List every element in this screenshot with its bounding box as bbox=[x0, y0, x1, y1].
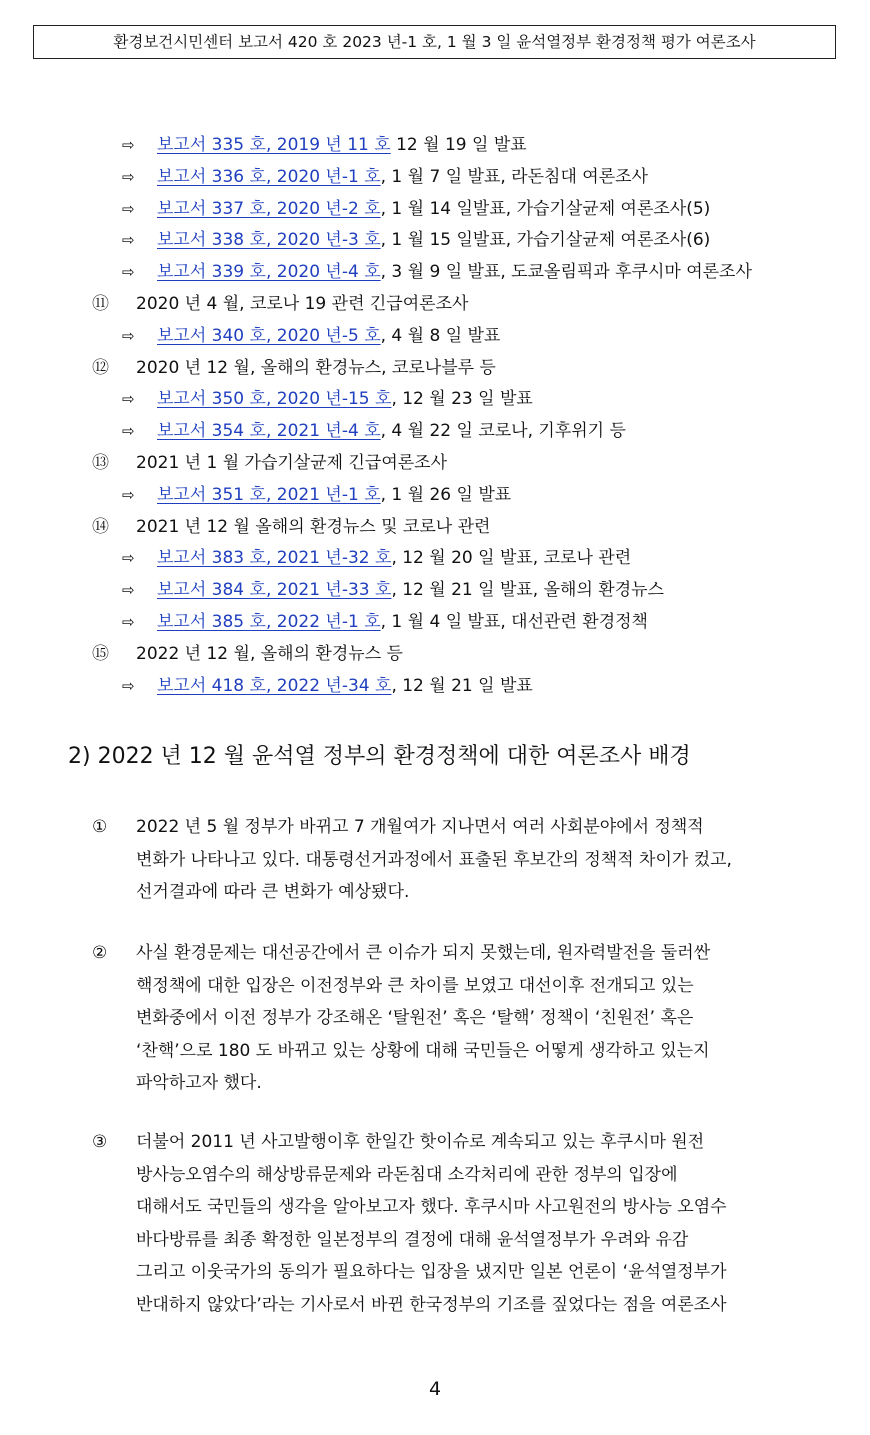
arrow-icon: ⇨ bbox=[122, 167, 135, 186]
item-text: 2021 년 1 월 가습기살균제 긴급여론조사 bbox=[136, 452, 448, 473]
report-link-row bbox=[0, 130, 870, 162]
arrow-icon: ⇨ bbox=[122, 326, 135, 345]
report-link-row bbox=[0, 257, 870, 289]
arrow-icon: ⇨ bbox=[122, 263, 135, 282]
item-text: 2021 년 12 월 올해의 환경뉴스 및 코로나 관련 bbox=[136, 516, 491, 537]
report-link[interactable]: 보고서 335 호, 2019 년 11 호 bbox=[157, 135, 391, 155]
report-detail: , 1 월 26 일 발표 bbox=[380, 484, 512, 505]
arrow-icon: ⇨ bbox=[122, 231, 135, 250]
paragraph-line: 변화중에서 이전 정부가 강조해온 ‘탈원전’ 혹은 ‘탈핵’ 정책이 ‘친원전’ 혹은 bbox=[136, 1008, 694, 1028]
arrow-icon: ⇨ bbox=[122, 676, 135, 695]
item-text: 2022 년 12 월, 올해의 환경뉴스 등 bbox=[136, 643, 403, 664]
report-link-row bbox=[0, 225, 870, 257]
arrow-icon: ⇨ bbox=[122, 199, 135, 218]
report-link[interactable]: 보고서 337 호, 2020 년-2 호 bbox=[157, 198, 381, 219]
paragraph-line: 2022 년 5 월 정부가 바뀌고 7 개월여가 지나면서 여러 사회분야에서 정책적 bbox=[136, 817, 704, 837]
section-title: 2) 2022 년 12 월 윤석열 정부의 환경정책에 대한 여론조사 배경 bbox=[68, 744, 691, 769]
report-detail: , 4 월 8 일 발표 bbox=[380, 325, 501, 346]
report-detail: , 12 월 21 일 발표, 올해의 환경뉴스 bbox=[391, 580, 664, 601]
report-detail: , 12 월 20 일 발표, 코로나 관련 bbox=[391, 548, 632, 569]
report-detail: 12 월 19 일 발표 bbox=[390, 135, 527, 155]
paragraph-line: 사실 환경문제는 대선공간에서 큰 이슈가 되지 못했는데, 원자력발전을 둘러싼 bbox=[136, 943, 711, 963]
paragraph-line: 선거결과에 따라 큰 변화가 예상됐다. bbox=[136, 882, 410, 902]
paragraph-line: 핵정책에 대한 입장은 이전정부와 큰 차이를 보였고 대선이후 전개되고 있는 bbox=[136, 975, 694, 996]
report-detail: , 4 월 22 일 코로나, 기후위기 등 bbox=[380, 421, 626, 442]
report-entry bbox=[157, 162, 648, 194]
report-entry bbox=[157, 575, 664, 607]
report-link-row bbox=[0, 480, 870, 512]
report-entry bbox=[157, 257, 752, 289]
paragraph-number: ① bbox=[92, 817, 108, 837]
paragraph-number: ② bbox=[92, 943, 108, 963]
arrow-icon: ⇨ bbox=[122, 485, 135, 504]
report-link-row bbox=[0, 607, 870, 639]
paragraph-line: 방사능오염수의 해상방류문제와 라돈침대 소각처리에 관한 정부의 입장에 bbox=[136, 1164, 678, 1185]
report-link[interactable]: 보고서 354 호, 2021 년-4 호 bbox=[157, 421, 381, 442]
arrow-icon: ⇨ bbox=[122, 612, 135, 631]
report-link-row bbox=[0, 671, 870, 703]
arrow-icon: ⇨ bbox=[122, 136, 135, 154]
report-detail: , 1 월 14 일발표, 가습기살균제 여론조사(5) bbox=[380, 198, 711, 219]
list-item bbox=[0, 639, 870, 671]
report-link[interactable]: 보고서 338 호, 2020 년-3 호 bbox=[157, 230, 381, 251]
report-link-row bbox=[0, 194, 870, 226]
report-entry bbox=[157, 225, 710, 257]
paragraph-line: 바다방류를 최종 확정한 일본정부의 결정에 대해 윤석열정부가 우려와 유감 bbox=[136, 1229, 689, 1250]
arrow-icon: ⇨ bbox=[122, 422, 135, 441]
report-link[interactable]: 보고서 336 호, 2020 년-1 호 bbox=[157, 166, 381, 187]
item-number: ⑪ bbox=[92, 293, 109, 314]
report-link[interactable]: 보고서 384 호, 2021 년-33 호 bbox=[157, 580, 392, 601]
list-item bbox=[0, 353, 870, 385]
report-link-row bbox=[0, 321, 870, 353]
report-list bbox=[0, 130, 870, 702]
report-link-row bbox=[0, 416, 870, 448]
arrow-icon: ⇨ bbox=[122, 581, 135, 600]
page-number: 4 bbox=[428, 1378, 442, 1400]
report-detail: , 1 월 15 일발표, 가습기살균제 여론조사(6) bbox=[380, 230, 711, 251]
list-item bbox=[0, 512, 870, 544]
report-link[interactable]: 보고서 418 호, 2022 년-34 호 bbox=[157, 675, 392, 696]
report-entry bbox=[157, 671, 533, 703]
report-link[interactable]: 보고서 339 호, 2020 년-4 호 bbox=[157, 262, 381, 283]
paragraph-line: 변화가 나타나고 있다. 대통령선거과정에서 표출된 후보간의 정책적 차이가 컸고, bbox=[136, 849, 732, 870]
item-number: ⑮ bbox=[92, 643, 109, 664]
list-item bbox=[0, 448, 870, 480]
report-entry bbox=[157, 607, 648, 639]
report-link-row bbox=[0, 543, 870, 575]
report-link[interactable]: 보고서 383 호, 2021 년-32 호 bbox=[157, 548, 392, 569]
paragraph-line: ‘찬핵’으로 180 도 바뀌고 있는 상황에 대해 국민들은 어떻게 생각하고 있는지 bbox=[136, 1040, 710, 1061]
list-item bbox=[0, 289, 870, 321]
report-entry bbox=[157, 130, 527, 162]
item-number: ⑫ bbox=[92, 357, 109, 378]
arrow-icon: ⇨ bbox=[122, 549, 135, 568]
item-text: 2020 년 4 월, 코로나 19 관련 긴급여론조사 bbox=[136, 293, 469, 314]
report-entry bbox=[157, 194, 710, 226]
item-number: ⑭ bbox=[92, 516, 109, 537]
paragraph-line: 대해서도 국민들의 생각을 알아보고자 했다. 후쿠시마 사고원전의 방사능 오염수 bbox=[136, 1197, 727, 1217]
report-detail: , 1 월 7 일 발표, 라돈침대 여론조사 bbox=[380, 166, 648, 187]
report-link[interactable]: 보고서 385 호, 2022 년-1 호 bbox=[157, 611, 381, 632]
report-link[interactable]: 보고서 350 호, 2020 년-15 호 bbox=[157, 389, 392, 410]
report-link[interactable]: 보고서 351 호, 2021 년-1 호 bbox=[157, 484, 381, 505]
report-detail: , 12 월 21 일 발표 bbox=[391, 675, 533, 696]
report-entry bbox=[157, 543, 631, 575]
report-detail: , 12 월 23 일 발표 bbox=[391, 389, 533, 410]
report-entry bbox=[157, 416, 626, 448]
item-text: 2020 년 12 월, 올해의 환경뉴스, 코로나블루 등 bbox=[136, 357, 496, 378]
arrow-icon: ⇨ bbox=[122, 390, 135, 409]
report-header: 환경보건시민센터 보고서 420 호 2023 년-1 호, 1 월 3 일 윤석열정부 환경정책 평가 여론조사 bbox=[33, 25, 836, 59]
report-link[interactable]: 보고서 340 호, 2020 년-5 호 bbox=[157, 325, 381, 346]
paragraph-number: ③ bbox=[92, 1132, 108, 1152]
item-number: ⑬ bbox=[92, 452, 109, 473]
report-detail: , 1 월 4 일 발표, 대선관련 환경정책 bbox=[380, 611, 648, 632]
paragraph-line: 반대하지 않았다’라는 기사로서 바뀐 한국정부의 기조를 짚었다는 점을 여론조사 bbox=[136, 1294, 727, 1315]
report-entry bbox=[157, 321, 500, 353]
report-entry bbox=[157, 480, 511, 512]
paragraph-line: 더불어 2011 년 사고발행이후 한일간 핫이슈로 계속되고 있는 후쿠시마 원전 bbox=[136, 1132, 705, 1152]
report-link-row bbox=[0, 384, 870, 416]
report-detail: , 3 월 9 일 발표, 도쿄올림픽과 후쿠시마 여론조사 bbox=[380, 262, 752, 283]
report-link-row bbox=[0, 162, 870, 194]
paragraph-line: 파악하고자 했다. bbox=[136, 1073, 262, 1093]
paragraph-line: 그리고 이웃국가의 동의가 필요하다는 입장을 냈지만 일본 언론이 ‘윤석열정부가 bbox=[136, 1262, 727, 1282]
report-link-row bbox=[0, 575, 870, 607]
report-entry bbox=[157, 384, 533, 416]
